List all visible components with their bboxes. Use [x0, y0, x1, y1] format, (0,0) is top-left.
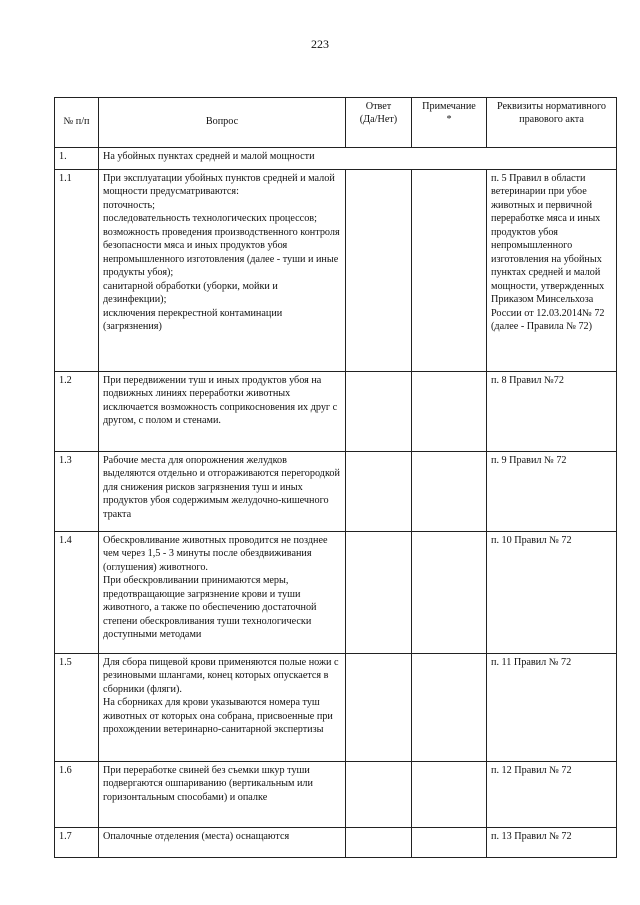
row-question: Опалочные отделения (места) оснащаются: [99, 828, 346, 858]
row-question: Обескровливание животных проводится не позднее чем через 1,5 - 3 минуты после обездвиживания (оглушения) животного. При обескровливании принимаются меры, предотвращающие загрязнение крови и туши животного, а также по обеспечению достаточной степени обескровливания туши технологически доступными методами: [99, 532, 346, 654]
row-question: При передвижении туш и иных продуктов убоя на подвижных линиях переработки животных исключается возможность соприкосновения их друг с другом, с полом и стенами.: [99, 372, 346, 452]
row-requisites: п. 8 Правил №72: [487, 372, 617, 452]
row-question: Рабочие места для опорожнения желудков выделяются отдельно и отгораживаются перегородкой для снижения рисков загрязнения туш и иных продуктов убоя содержимым желудочно-кишечного тракта: [99, 452, 346, 532]
row-answer[interactable]: [346, 372, 412, 452]
row-num: 1.7: [55, 828, 99, 858]
row-answer[interactable]: [346, 654, 412, 762]
header-answer: Ответ (Да/Нет): [346, 98, 412, 148]
header-num: № п/п: [55, 98, 99, 148]
row-note[interactable]: [412, 170, 487, 372]
table-row: [55, 372, 617, 452]
row-answer[interactable]: [346, 532, 412, 654]
row-question: При эксплуатации убойных пунктов средней и малой мощности предусматриваются: поточность; последовательность технологических процессов; возможность проведения производственного контроля безопасности мяса и иных продуктов убоя непромышленного изготовления (далее - туши и иные продукты убоя); санитарной обработки (уборки, мойки и дезинфекции); исключения перекрестной контаминации (загрязнения): [99, 170, 346, 372]
row-requisites: п. 13 Правил № 72: [487, 828, 617, 858]
row-num: 1.5: [55, 654, 99, 762]
table-row: [55, 170, 617, 372]
header-requisites: Реквизиты нормативного правового акта: [487, 98, 617, 148]
row-answer[interactable]: [346, 170, 412, 372]
header-note: Примечание *: [412, 98, 487, 148]
checklist-table: [54, 97, 617, 858]
row-note[interactable]: [412, 532, 487, 654]
row-question: При переработке свиней без съемки шкур туши подвергаются ошпариванию (вертикальным или горизонтальным способами) и опалке: [99, 762, 346, 828]
row-answer[interactable]: [346, 762, 412, 828]
row-requisites: п. 11 Правил № 72: [487, 654, 617, 762]
row-num: 1.1: [55, 170, 99, 372]
table-header-row: [55, 98, 617, 148]
row-note[interactable]: [412, 828, 487, 858]
row-num: 1.4: [55, 532, 99, 654]
row-question: Для сбора пищевой крови применяются полые ножи с резиновыми шлангами, конец которых опускается в сборники (фляги). На сборниках для крови указываются номера туш животных от которых она собрана, присвоенные при прохождении ветеринарно-санитарной экспертизы: [99, 654, 346, 762]
row-requisites: п. 9 Правил № 72: [487, 452, 617, 532]
table-row: [55, 532, 617, 654]
row-note[interactable]: [412, 372, 487, 452]
table-row: [55, 762, 617, 828]
row-note[interactable]: [412, 762, 487, 828]
row-answer[interactable]: [346, 452, 412, 532]
row-num: 1.2: [55, 372, 99, 452]
row-note[interactable]: [412, 452, 487, 532]
section-row: [55, 148, 617, 170]
row-requisites: п. 5 Правил в области ветеринарии при убое животных и первичной переработке мяса и иных продуктов убоя непромышленного изготовления на убойных пунктах средней и малой мощности, утвержденных Приказом Минсельхоза России от 12.03.2014№ 72 (далее - Правила № 72): [487, 170, 617, 372]
row-num: 1.3: [55, 452, 99, 532]
row-answer[interactable]: [346, 828, 412, 858]
table-row: [55, 654, 617, 762]
table-row: [55, 452, 617, 532]
header-question: Вопрос: [99, 98, 346, 148]
table-row: [55, 828, 617, 858]
row-num: 1.6: [55, 762, 99, 828]
row-note[interactable]: [412, 654, 487, 762]
row-requisites: п. 12 Правил № 72: [487, 762, 617, 828]
section-num: 1.: [55, 148, 99, 170]
page-number: 223: [311, 37, 329, 51]
row-requisites: п. 10 Правил № 72: [487, 532, 617, 654]
section-title: На убойных пунктах средней и малой мощности: [99, 148, 617, 170]
